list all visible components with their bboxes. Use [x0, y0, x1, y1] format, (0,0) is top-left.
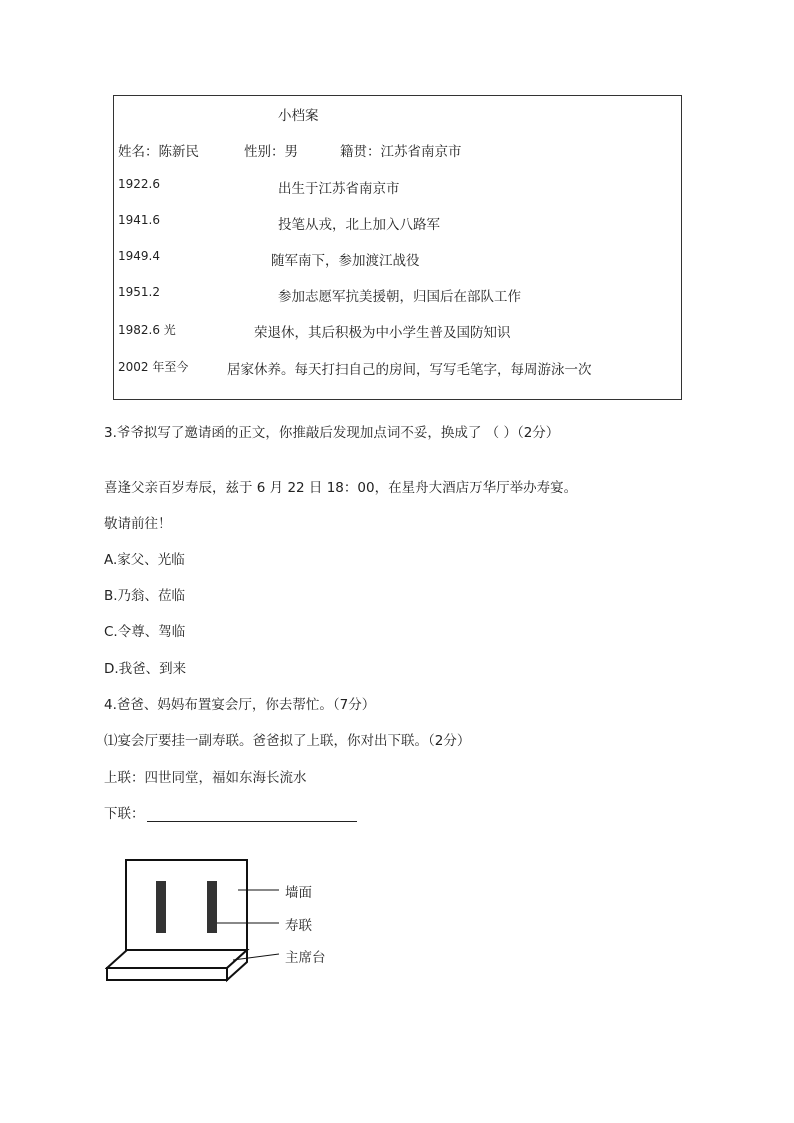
q3-option-a[interactable]: A.家父、光临: [104, 552, 185, 568]
profile-row-event: 居家休养。每天打扫自己的房间，写写毛笔字，每周游泳一次: [227, 362, 592, 378]
profile-row-date: 1941.6: [118, 213, 160, 227]
banquet-diagram: [105, 856, 345, 986]
table-top-shape: [107, 950, 247, 968]
couplet-left-shape: [156, 881, 166, 933]
profile-title: 小档案: [278, 108, 319, 124]
wall-label: 墙面: [285, 885, 312, 901]
profile-gender: 性别：男: [244, 144, 298, 160]
profile-row-date: 1951.2: [118, 285, 160, 299]
q3-option-b[interactable]: B.乃翁、莅临: [104, 588, 186, 604]
q4-upper-couplet: 上联：四世同堂，福如东海长流水: [104, 770, 307, 786]
q3-option-d[interactable]: D.我爸、到来: [104, 661, 187, 677]
profile-name: 姓名：陈新民: [118, 144, 199, 160]
table-front-shape: [107, 968, 227, 980]
couplet-right-shape: [207, 881, 217, 933]
q3-prompt: 3.爷爷拟写了邀请函的正文，你推敲后发现加点词不妥，换成了 （ ）（2分）: [104, 425, 560, 441]
table-label: 主席台: [285, 950, 326, 966]
profile-row-date: 1922.6: [118, 177, 160, 191]
q3-option-c[interactable]: C.令尊、驾临: [104, 624, 186, 640]
profile-row-event: 参加志愿军抗美援朝，归国后在部队工作: [278, 289, 521, 305]
q3-letter-line2: 敬请前往！: [104, 516, 172, 532]
profile-row-event: 投笔从戎，北上加入八路军: [278, 217, 440, 233]
profile-row-event: 出生于江苏省南京市: [278, 181, 400, 197]
q4-lower-label: 下联：: [104, 806, 145, 822]
profile-row-date: 2002 年至今: [118, 360, 189, 374]
q4-lower-couplet: [104, 802, 357, 822]
wall-shape: [126, 860, 247, 960]
profile-origin: 籍贯：江苏省南京市: [340, 144, 462, 160]
profile-row-event: 荣退休，其后积极为中小学生普及国防知识: [254, 325, 511, 341]
q4-sub1: ⑴宴会厅要挂一副寿联。爸爸拟了上联，你对出下联。（2分）: [104, 733, 471, 749]
profile-row-date: 1982.6 光: [118, 323, 176, 337]
q3-letter-line1: 喜逢父亲百岁寿辰，兹于 6 月 22 日 18：00，在星舟大酒店万华厅举办寿宴。: [104, 480, 578, 496]
q4-prompt: 4.爸爸、妈妈布置宴会厅，你去帮忙。（7分）: [104, 697, 376, 713]
answer-blank[interactable]: [147, 807, 357, 822]
profile-row-date: 1949.4: [118, 249, 160, 263]
profile-row-event: 随军南下，参加渡江战役: [271, 253, 420, 269]
couplet-label: 寿联: [285, 918, 312, 934]
